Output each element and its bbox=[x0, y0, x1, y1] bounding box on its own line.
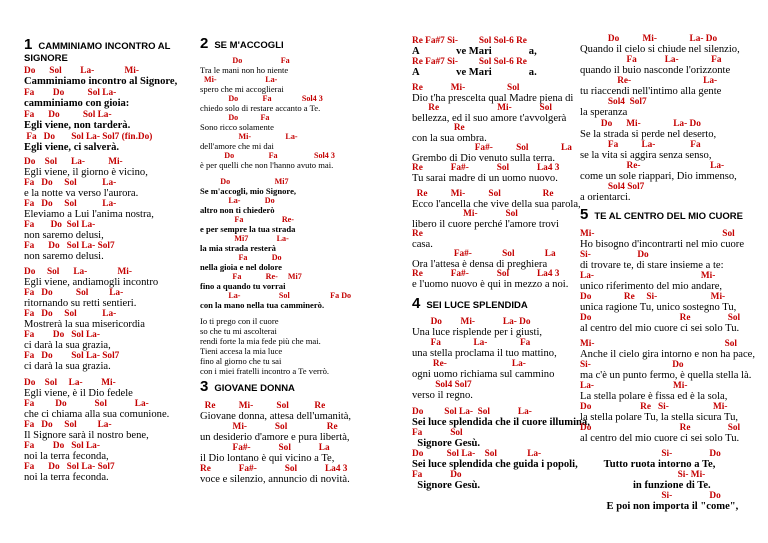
chord-line: Do Re Si- Mi- bbox=[580, 292, 726, 302]
lyric-line: dell'amore che mi dai bbox=[200, 141, 274, 151]
lyric-line: fino a quando tu vorrai bbox=[200, 281, 286, 291]
chord-line: Do Mi- La- Do bbox=[580, 34, 718, 44]
lyric-line: noi la terra feconda, bbox=[24, 451, 109, 462]
lyric-line: Ecco l'ancella che vive della sua parola, bbox=[412, 199, 581, 210]
chord-line: Fa Do bbox=[412, 470, 462, 480]
chord-line: Do Sol La- Mi- bbox=[24, 66, 139, 76]
lyric-line: di trovare te, di stare insieme a te: bbox=[580, 260, 724, 271]
lyric-line: Grembo di Dio venuto sulla terra. bbox=[412, 153, 555, 164]
chord-line: Do Mi7 bbox=[200, 177, 289, 186]
chord-line: Fa Do Sol La- bbox=[24, 309, 117, 319]
chord-line: Fa La- Fa bbox=[412, 338, 531, 348]
chord-line: Fa Do Sol La- bbox=[24, 220, 96, 230]
chord-line: Re Fa#- Sol La4 3 bbox=[412, 163, 560, 173]
lyric-line: altro non ti chiederò bbox=[200, 205, 275, 215]
lyric-line: A ve Mari a. bbox=[412, 67, 537, 78]
chord-line: Fa Do Sol La- Sol7 bbox=[24, 241, 115, 251]
lyric-line: non saremo delusi. bbox=[24, 251, 104, 262]
lyric-line: Il Signore sarà il nostro bene, bbox=[24, 430, 149, 441]
lyric-line: Dio t'ha prescelta qual Madre piena di bbox=[412, 93, 574, 104]
lyric-line: ritornando su retti sentieri. bbox=[24, 298, 137, 309]
chord-line: Mi7 La- bbox=[200, 234, 289, 243]
lyric-line: Signore Gesù. bbox=[412, 438, 481, 449]
chord-line: Do Re Sol bbox=[580, 423, 741, 433]
chord-line: Re bbox=[412, 229, 423, 239]
chord-line: Re Mi- Sol Re bbox=[412, 189, 554, 199]
song-title-cont: SIGNORE bbox=[24, 53, 68, 64]
chord-line: Fa#- Sol La bbox=[412, 143, 572, 153]
lyric-line: Io ti prego con il cuore bbox=[200, 316, 279, 326]
lyric-line: che ci chiama alla sua comunione. bbox=[24, 409, 170, 420]
chord-line: Fa Do Sol La- bbox=[24, 441, 100, 451]
chord-line: Sol4 Sol7 bbox=[580, 97, 647, 107]
song-number: 5 bbox=[580, 206, 589, 223]
chord-line: Re Fa#- Sol La4 3 bbox=[200, 464, 348, 474]
lyric-line: noi la terra feconda. bbox=[24, 472, 109, 483]
chord-line: Fa Do Sol La- Sol7 (fin.Do) bbox=[24, 132, 153, 142]
lyric-line: Sei luce splendida che il cuore illumina, bbox=[412, 417, 590, 428]
chord-line: Si- Do bbox=[580, 491, 721, 501]
lyric-line: Sono ricco solamente bbox=[200, 122, 274, 132]
chord-line: Fa La- Fa bbox=[580, 55, 722, 65]
chord-line: Si- Do bbox=[580, 449, 721, 459]
chord-line: Fa#- Sol La bbox=[412, 249, 556, 259]
lyric-line: Una luce risplende per i giusti, bbox=[412, 327, 543, 338]
chord-line: Sol4 Sol7 bbox=[412, 380, 472, 390]
lyric-line: voce e silenzio, annuncio di novità. bbox=[200, 474, 350, 485]
chord-line: Do Re Sol bbox=[580, 313, 741, 323]
song-title bbox=[200, 36, 284, 52]
chord-line: Do Mi- La- Do bbox=[412, 317, 531, 327]
lyric-line: Tu sarai madre di un uomo nuovo. bbox=[412, 173, 558, 184]
lyric-line: ci darà la sua grazia. bbox=[24, 361, 111, 372]
lyric-line: la mia strada resterà bbox=[200, 243, 276, 253]
lyric-line: Signore Gesù. bbox=[412, 480, 481, 491]
chord-line: La- Do bbox=[200, 196, 275, 205]
lyric-line: Egli viene, il giorno è vicino, bbox=[24, 167, 148, 178]
chord-line: Do Fa bbox=[200, 113, 270, 122]
chord-line: Re- La- bbox=[412, 359, 526, 369]
lyric-line: fino al giorno che tu sai bbox=[200, 356, 282, 366]
lyric-line: bellezza, ed il suo amore t'avvolgerà bbox=[412, 113, 567, 124]
lyric-line: La stella polare è fissa ed è la sola, bbox=[580, 391, 728, 402]
lyric-line: la speranza bbox=[580, 107, 628, 118]
chord-line: Re Fa#- Sol La4 3 bbox=[412, 269, 560, 279]
lyric-line: ma c'è un punto fermo, è quella stella là. bbox=[580, 370, 752, 381]
chord-line: La- Mi- bbox=[580, 271, 716, 281]
chord-line: Fa Do Sol La- Sol7 bbox=[24, 462, 115, 472]
lyric-line: casa. bbox=[412, 239, 433, 250]
lyric-line: al centro del mio cuore ci sei solo Tu. bbox=[580, 323, 740, 334]
chord-line: Re- La- bbox=[580, 76, 718, 86]
chord-line: Fa Sol bbox=[412, 428, 463, 438]
lyric-line: Tieni accesa la mia luce bbox=[200, 346, 283, 356]
lyric-line: quando il buio nasconde l'orizzonte bbox=[580, 65, 731, 76]
chord-line: Fa Do Sol La- bbox=[24, 178, 117, 188]
chord-line: Do Sol La- Sol La- bbox=[412, 407, 532, 417]
chord-line: Fa Do bbox=[200, 253, 282, 262]
chord-line: Fa Do Sol La- bbox=[24, 420, 112, 430]
chord-line: Re Mi- Sol bbox=[412, 83, 520, 93]
lyric-line: Anche il cielo gira intorno e non ha pace, bbox=[580, 349, 756, 360]
chord-line: Fa Do Sol La- bbox=[24, 88, 117, 98]
lyric-line: Giovane donna, attesa dell'umanità, bbox=[200, 411, 352, 422]
chord-line: Fa#- Sol La bbox=[200, 443, 330, 453]
lyric-line: A ve Mari a, bbox=[412, 46, 537, 57]
lyric-line: con la sua ombra. bbox=[412, 133, 487, 144]
lyric-line: il Dio lontano è qui vicino a Te, bbox=[200, 453, 335, 464]
chord-line: Re Fa#7 Si- Sol Sol-6 Re bbox=[412, 36, 527, 46]
lyric-line: E poi non importa il "come", bbox=[580, 501, 739, 512]
chord-line: Re bbox=[412, 123, 465, 133]
chord-line: La- Sol Fa Do bbox=[200, 291, 352, 300]
lyric-line: Camminiamo incontro al Signore, bbox=[24, 76, 178, 87]
song-title bbox=[580, 207, 743, 223]
song-title-text: SE M'ACCOGLI bbox=[214, 40, 284, 51]
chord-line: Do Re Si- Mi- bbox=[580, 402, 728, 412]
lyric-line: Eleviamo a Lui l'anima nostra, bbox=[24, 209, 154, 220]
chord-line: Re Mi- Sol bbox=[412, 103, 552, 113]
lyric-line: unica ragione Tu, unico sostegno Tu, bbox=[580, 302, 737, 313]
lyric-line: con i miei fratelli incontro a Te verrò. bbox=[200, 366, 330, 376]
chord-line: La- Mi- bbox=[580, 381, 688, 391]
lyric-line: Egli viene, non tarderà. bbox=[24, 120, 131, 131]
lyric-line: ci darà la sua grazia, bbox=[24, 340, 111, 351]
song-title bbox=[24, 37, 170, 53]
lyric-line: e l'uomo nuovo è qui in mezzo a noi. bbox=[412, 279, 569, 290]
lyric-line: verso il regno. bbox=[412, 390, 473, 401]
chord-line: Do Fa Sol4 3 bbox=[200, 151, 335, 160]
lyric-line: Sei luce splendida che guida i popoli, bbox=[412, 459, 578, 470]
song-title bbox=[200, 379, 295, 395]
lyric-line: so che tu mi ascolterai bbox=[200, 326, 277, 336]
lyric-line: in funzione di Te. bbox=[580, 480, 711, 491]
lyric-line: rendi forte la mia fede più che mai. bbox=[200, 336, 321, 346]
chord-line: Si- Mi- bbox=[580, 470, 706, 480]
chord-line: Do Sol La- Sol La- bbox=[412, 449, 542, 459]
lyric-line: e per sempre la tua strada bbox=[200, 224, 296, 234]
lyric-line: tu riaccendi nell'intimo alla gente bbox=[580, 86, 722, 97]
lyric-line: con la mano nella tua camminerò. bbox=[200, 300, 325, 310]
chord-line: Fa Re- Mi7 bbox=[200, 272, 302, 281]
chord-line: Do Mi- La- Do bbox=[580, 119, 701, 129]
lyric-line: nella gioia e nel dolore bbox=[200, 262, 282, 272]
chord-line: Mi- Sol bbox=[580, 229, 735, 239]
lyric-line: una stella proclama il tuo mattino, bbox=[412, 348, 557, 359]
lyric-line: Se la strada si perde nel deserto, bbox=[580, 129, 717, 140]
lyric-line: Tutto ruota intorno a Te, bbox=[580, 459, 716, 470]
chord-line: Re Mi- Sol Re bbox=[200, 401, 326, 411]
lyric-line: Egli viene, ci salverà. bbox=[24, 142, 120, 153]
chord-line: Do Fa bbox=[200, 56, 290, 65]
lyric-line: e la notte va verso l'aurora. bbox=[24, 188, 139, 199]
lyric-line: libero il cuore perché l'amore trovi bbox=[412, 219, 559, 230]
song-number: 4 bbox=[412, 295, 421, 312]
chord-line: Fa Re- bbox=[200, 215, 294, 224]
chord-line: Fa Do Sol La- bbox=[24, 110, 112, 120]
song-title-text: CAMMINIAMO INCONTRO AL bbox=[38, 41, 171, 52]
lyric-line: a orientarci. bbox=[580, 192, 631, 203]
chord-line: Fa Do Sol La- bbox=[24, 330, 100, 340]
lyric-line: al centro del mio cuore ci sei solo Tu. bbox=[580, 433, 740, 444]
chord-line: Fa Do Sol La- bbox=[24, 288, 124, 298]
chord-line: Sol4 Sol7 bbox=[580, 182, 645, 192]
lyric-line: Tra le mani non ho niente bbox=[200, 65, 289, 75]
lyric-line: se la vita si aggira senza senso, bbox=[580, 150, 712, 161]
lyric-line: Egli viene, è il Dio fedele bbox=[24, 388, 133, 399]
song-title-text: GIOVANE DONNA bbox=[214, 383, 295, 394]
chord-line: Fa Do Sol La- bbox=[24, 399, 149, 409]
song-title-text: SEI LUCE SPLENDIDA bbox=[426, 300, 528, 311]
lyric-line: la stella polare Tu, la stella sicura Tu, bbox=[580, 412, 739, 423]
chord-line: Do Fa Sol4 3 bbox=[200, 94, 323, 103]
lyric-line: Ho bisogno d'incontrarti nel mio cuore bbox=[580, 239, 745, 250]
lyric-line: Ora l'attesa è densa di preghiera bbox=[412, 259, 548, 270]
chord-line: Si- Do bbox=[580, 360, 684, 370]
chord-line: Mi- La- bbox=[200, 75, 278, 84]
lyric-line: è per quelli che non l'hanno avuto mai. bbox=[200, 160, 334, 170]
chord-line: Fa Do Sol La- Sol7 bbox=[24, 351, 120, 361]
chord-line: Fa La- Fa bbox=[580, 140, 701, 150]
song-number: 2 bbox=[200, 35, 209, 52]
lyric-line: Quando il cielo si chiude nel silenzio, bbox=[580, 44, 740, 55]
chord-line: Mi- Sol bbox=[580, 339, 738, 349]
chord-line: Si- Do bbox=[580, 250, 649, 260]
lyric-line: un desiderio d'amore e pura libertà, bbox=[200, 432, 350, 443]
song-number: 3 bbox=[200, 378, 209, 395]
chord-line: Fa Do Sol La- bbox=[24, 199, 117, 209]
chord-line: Do Sol La- Mi- bbox=[24, 267, 132, 277]
chord-line: Re Fa#7 Si- Sol Sol-6 Re bbox=[412, 57, 527, 67]
chord-line: Do Sol La- Mi- bbox=[24, 378, 116, 388]
chord-line: Mi- La- bbox=[200, 132, 298, 141]
lyric-line: Se m'accogli, mio Signore, bbox=[200, 186, 297, 196]
lyric-line: Egli viene, andiamogli incontro bbox=[24, 277, 159, 288]
lyric-line: come un sole riappari, Dio immenso, bbox=[580, 171, 737, 182]
lyric-line: chiedo solo di restare accanto a Te. bbox=[200, 103, 321, 113]
lyric-line: non saremo delusi, bbox=[24, 230, 104, 241]
chord-line: Do Sol La- Mi- bbox=[24, 157, 123, 167]
chord-line: Re- La- bbox=[580, 161, 725, 171]
lyric-line: ogni uomo richiama sul cammino bbox=[412, 369, 555, 380]
song-number: 1 bbox=[24, 36, 33, 53]
lyric-line: Mostrerà la sua misericordia bbox=[24, 319, 145, 330]
chord-line: Mi- Sol Re bbox=[200, 422, 338, 432]
chord-line: Mi- Sol bbox=[412, 209, 518, 219]
song-title bbox=[412, 296, 528, 312]
lyric-line: spero che mi accoglierai bbox=[200, 84, 284, 94]
song-title-text: TE AL CENTRO DEL MIO CUORE bbox=[594, 211, 744, 222]
lyric-line: camminiamo con gioia: bbox=[24, 98, 130, 109]
lyric-line: unico riferimento del mio andare, bbox=[580, 281, 723, 292]
